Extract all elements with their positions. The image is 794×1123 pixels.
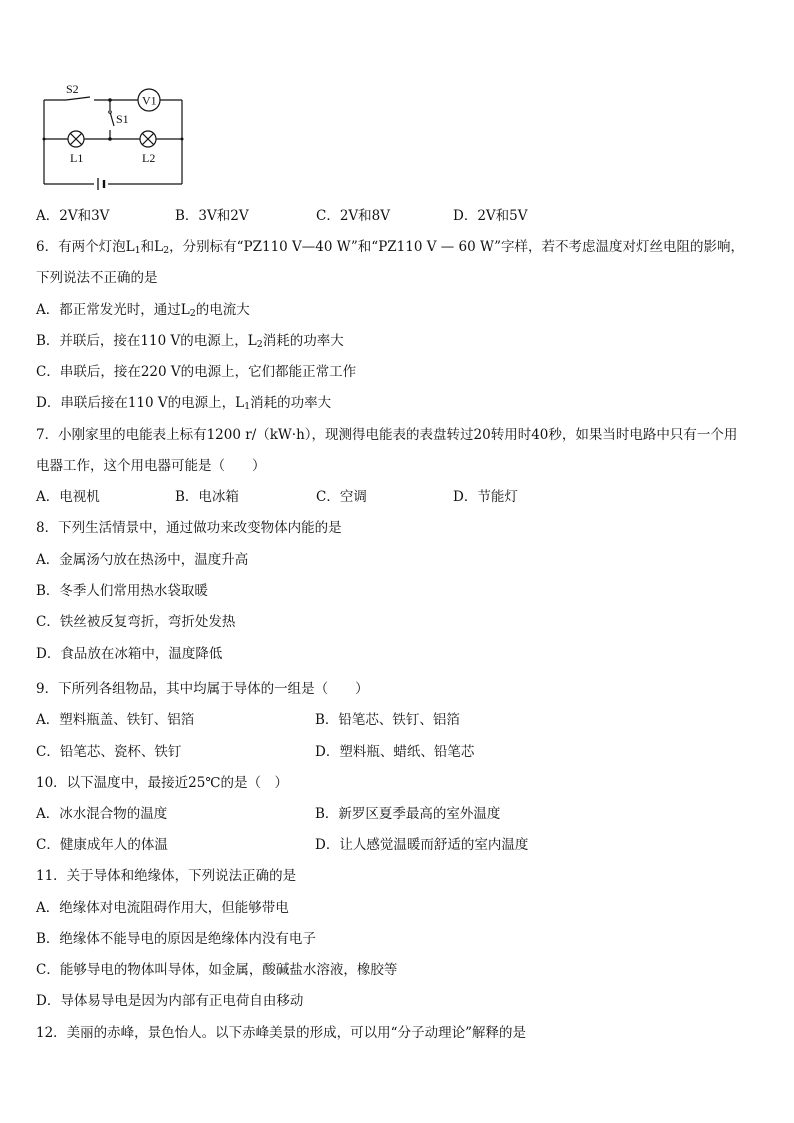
q10-stem: 10．以下温度中，最接近25℃的是（ ） xyxy=(36,775,288,791)
lamp-l1-label: L1 xyxy=(70,151,84,165)
voltmeter-label: V1 xyxy=(142,93,157,108)
q5-option-d[interactable]: D．2V和5V xyxy=(453,208,528,224)
q6-stem-line1: 6．有两个灯泡$L_1$和$L_2$，分别标有“PZ110 V—40 W”和“PZ110 V — 60 W”字样，若不考虑温度对灯丝电阻的影响， xyxy=(36,239,745,256)
lamp-l2 xyxy=(140,131,156,147)
q6-stem-line2: 下列说法不正确的是 xyxy=(36,270,158,286)
q5-option-b[interactable]: B．3V和2V xyxy=(175,208,249,224)
q7-option-a[interactable]: A．电视机 xyxy=(36,489,100,505)
q10-option-a[interactable]: A．冰水混合物的温度 xyxy=(36,806,168,822)
switch-s2-label: S2 xyxy=(66,82,79,96)
q10-option-d[interactable]: D．让人感觉温暖而舒适的室内温度 xyxy=(315,837,529,853)
q6-option-b[interactable]: B．并联后，接在110 V的电源上，$L_2$消耗的功率大 xyxy=(36,333,344,350)
q6-option-c[interactable]: C．串联后，接在220 V的电源上，它们都能正常工作 xyxy=(36,364,357,380)
q10-option-c[interactable]: C．健康成年人的体温 xyxy=(36,837,168,853)
lamp-l2-label: L2 xyxy=(142,151,156,165)
q9-option-c[interactable]: C．铅笔芯、瓷杯、铁钉 xyxy=(36,744,182,760)
switch-s1-label: S1 xyxy=(116,112,129,126)
q9-stem: 9．下所列各组物品，其中均属于导体的一组是（ ） xyxy=(36,681,369,697)
q8-option-a[interactable]: A．金属汤勺放在热汤中，温度升高 xyxy=(36,552,249,568)
q8-option-d[interactable]: D．食品放在冰箱中，温度降低 xyxy=(36,646,223,662)
q11-stem: 11．关于导体和绝缘体，下列说法正确的是 xyxy=(36,868,297,884)
q12-stem: 12．美丽的赤峰，景色怡人。以下赤峰美景的形成，可以用“分子动理论”解释的是 xyxy=(36,1025,526,1041)
q7-option-b[interactable]: B．电冰箱 xyxy=(175,489,239,505)
q6-option-d[interactable]: D．串联后接在110 V的电源上，$L_1$消耗的功率大 xyxy=(36,395,332,412)
q11-option-d[interactable]: D．导体易导电是因为内部有正电荷自由移动 xyxy=(36,993,304,1009)
lamp-l1 xyxy=(68,131,84,147)
q11-option-c[interactable]: C．能够导电的物体叫导体，如金属，酸碱盐水溶液，橡胶等 xyxy=(36,962,398,978)
q7-option-d[interactable]: D．节能灯 xyxy=(453,489,518,505)
q6-option-a[interactable]: A．都正常发光时，通过$L_2$的电流大 xyxy=(36,302,250,319)
q5-option-a[interactable]: A．2V和3V xyxy=(36,208,110,224)
q5-option-c[interactable]: C．2V和8V xyxy=(316,208,391,224)
q7-option-c[interactable]: C．空调 xyxy=(316,489,367,505)
q7-stem-line2: 电器工作，这个用电器可能是（ ） xyxy=(36,458,266,474)
q9-option-b[interactable]: B．铅笔芯、铁钉、铝箔 xyxy=(315,712,460,728)
q9-option-a[interactable]: A．塑料瓶盖、铁钉、铝箔 xyxy=(36,712,195,728)
circuit-diagram xyxy=(38,80,190,192)
q10-option-b[interactable]: B．新罗区夏季最高的室外温度 xyxy=(315,806,501,822)
q9-option-d[interactable]: D．塑料瓶、蜡纸、铅笔芯 xyxy=(315,744,475,760)
q11-option-a[interactable]: A．绝缘体对电流阻碍作用大，但能够带电 xyxy=(36,900,289,916)
q7-stem-line1: 7．小刚家里的电能表上标有1200 r/（kW·h），现测得电能表的表盘转过20转用时40秒，如果当时电路中只有一个用 xyxy=(36,427,738,443)
q8-option-c[interactable]: C．铁丝被反复弯折，弯折处发热 xyxy=(36,614,236,630)
q11-option-b[interactable]: B．绝缘体不能导电的原因是绝缘体内没有电子 xyxy=(36,931,316,947)
q8-stem: 8．下列生活情景中，通过做功来改变物体内能的是 xyxy=(36,520,342,536)
q8-option-b[interactable]: B．冬季人们常用热水袋取暖 xyxy=(36,583,208,599)
